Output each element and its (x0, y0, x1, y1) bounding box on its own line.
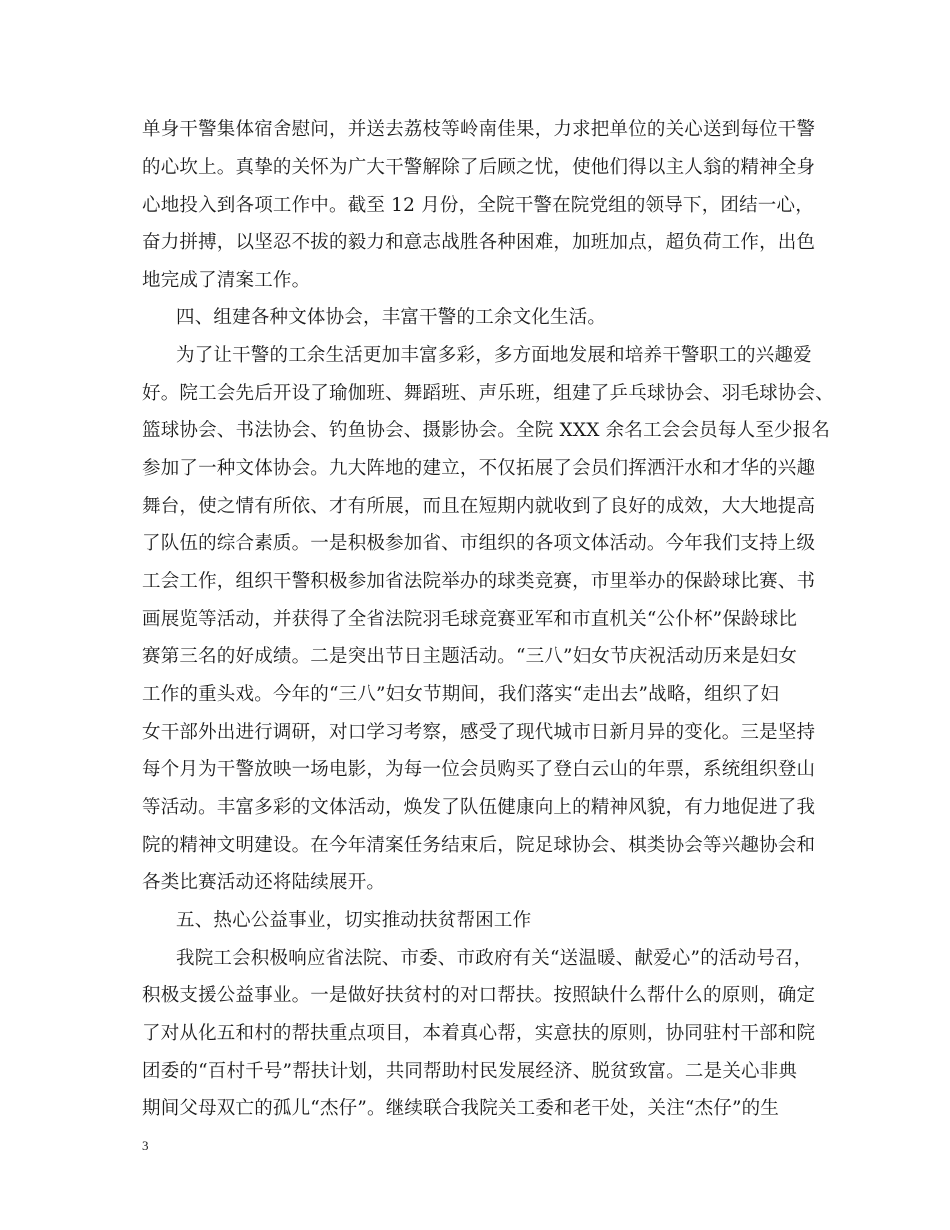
text-line: 期间父母双亡的孤儿“杰仔”。继续联合我院关工委和老干处，关注“杰仔”的生 (142, 1098, 780, 1119)
text-line: 工会工作，组织干警积极参加省法院举办的球类竞赛，市里举办的保龄球比赛、书 (142, 571, 816, 592)
text-line: 院的精神文明建设。在今年清案任务结束后，院足球协会、棋类协会等兴趣协会和 (142, 835, 816, 856)
text-line: 的心坎上。真挚的关怀为广大干警解除了后顾之忧，使他们得以主人翁的精神全身 (142, 157, 816, 178)
section-heading-four: 四、组建各种文体协会，丰富干警的工余文化生活。 (176, 307, 607, 328)
text-line: 各类比赛活动还将陆续展开。 (142, 872, 386, 893)
text-line: 等活动。丰富多彩的文体活动，焕发了队伍健康向上的精神风貌，有力地促进了我 (142, 797, 816, 818)
page-number: 3 (142, 1138, 149, 1153)
text-line: 地完成了清案工作。 (142, 270, 311, 291)
text-line: 好。院工会先后开设了瑜伽班、舞蹈班、声乐班，组建了乒乓球协会、羽毛球协会、 (142, 383, 834, 404)
text-line: 舞台，使之情有所依、才有所展，而且在短期内就收到了良好的成效，大大地提高 (142, 496, 816, 517)
text-line: 积极支援公益事业。一是做好扶贫村的对口帮扶。按照缺什么帮什么的原则，确定 (142, 985, 816, 1006)
text-line: 为了让干警的工余生活更加丰富多彩，多方面地发展和培养干警职工的兴趣爱 (176, 345, 812, 366)
text-line: 奋力拼搏，以坚忍不拔的毅力和意志战胜各种困难，加班加点，超负荷工作，出色 (142, 232, 816, 253)
text-line: 每个月为干警放映一场电影，为每一位会员购买了登白云山的年票，系统组织登山 (142, 759, 816, 780)
text-line: 了队伍的综合素质。一是积极参加省、市组织的各项文体活动。今年我们支持上级 (142, 533, 816, 554)
text-line: 团委的“百村千号”帮扶计划，共同帮助村民发展经济、脱贫致富。二是关心非典 (142, 1061, 798, 1082)
text-line: 画展览等活动，并获得了全省法院羽毛球竞赛亚军和市直机关“公仆杯”保龄球比 (142, 609, 798, 630)
text-line: 单身干警集体宿舍慰问，并送去荔枝等岭南佳果，力求把单位的关心送到每位干警 (142, 119, 816, 140)
text-line: 心地投入到各项工作中。截至 12 月份，全院干警在院党组的领导下，团结一心， (142, 195, 814, 216)
text-line: 篮球协会、书法协会、钓鱼协会、摄影协会。全院 XXX 余名工会会员每人至少报名 (142, 420, 831, 441)
text-line: 赛第三名的好成绩。二是突出节日主题活动。“三八”妇女节庆祝活动历来是妇女 (142, 646, 798, 667)
text-line: 工作的重头戏。今年的“三八”妇女节期间，我们落实“走出去”战略，组织了妇 (142, 684, 780, 705)
text-line: 了对从化五和村的帮扶重点项目，本着真心帮，实意扶的原则，协同驻村干部和院 (142, 1023, 816, 1044)
section-heading-five: 五、热心公益事业，切实推动扶贫帮困工作 (176, 910, 532, 931)
text-line: 我院工会积极响应省法院、市委、市政府有关“送温暖、献爱心”的活动号召， (176, 948, 813, 969)
text-line: 参加了一种文体协会。九大阵地的建立，不仅拓展了会员们挥洒汗水和才华的兴趣 (142, 458, 816, 479)
text-line: 女干部外出进行调研，对口学习考察，感受了现代城市日新月异的变化。三是坚持 (142, 722, 816, 743)
